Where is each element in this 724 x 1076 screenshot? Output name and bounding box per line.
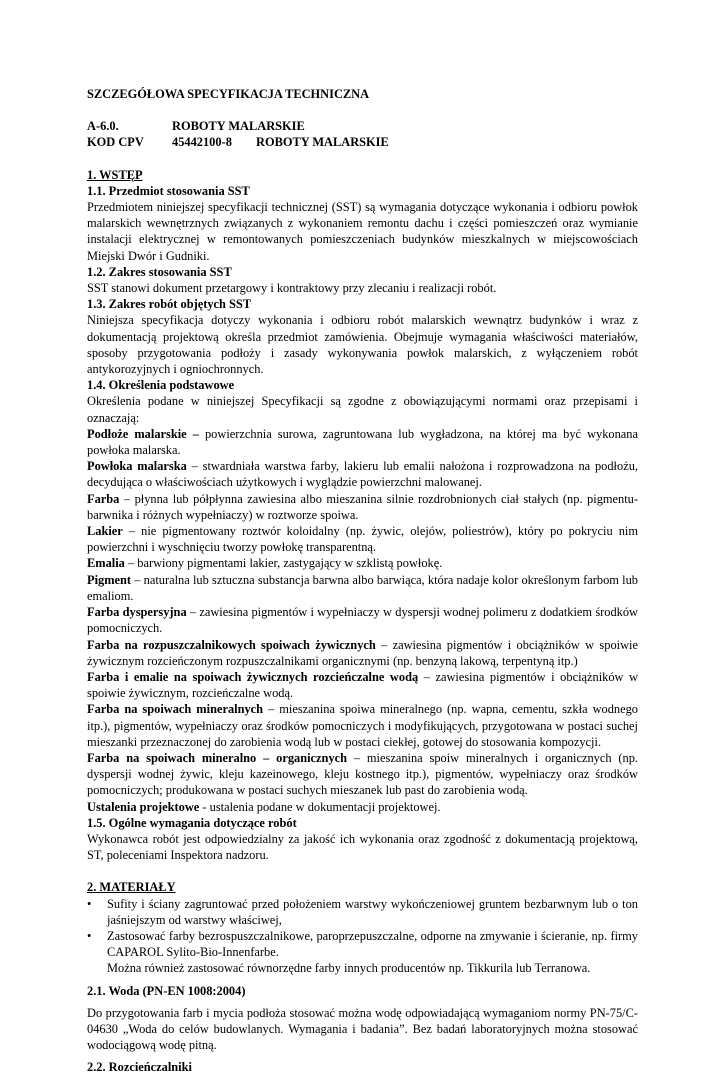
definition-text: – zawiesina pigmentów i obciążników w spoiwie żywicznym rozcieńczonym rozpuszczalnikami organicznymi (np. benzyną lakową, terpentyną itp.) [87,637,638,668]
list-item-text: Sufity i ściany zagruntować przed położeniem warstwy wykończeniowej gruntem bezbarwnym lub o ton jaśniejszym od warstwy właściwej, [107,896,638,927]
subsection-2-1-text: Do przygotowania farb i mycia podłoża stosować można wodę odpowiadającą wymaganiom normy PN-75/C-04630 „Woda do celów budowlanych. Wymagania i badania”. Bez badań laboratoryjnych można stosować wodociągową wodę pitną. [87,1005,638,1053]
definition-item [87,637,638,669]
definition-item [87,491,638,523]
spec-code-row [87,118,638,134]
cpv-title: ROBOTY MALARSKIE [256,135,389,150]
subsection-1-3-heading: 1.3. Zakres robót objętych SST [87,297,252,312]
spec-code: A-6.0. [87,119,119,134]
definition-item [87,604,638,636]
definition-item [87,572,638,604]
subsection-1-2-heading: 1.2. Zakres stosowania SST [87,264,232,279]
subsection-1-1-text: Przedmiotem niniejszej specyfikacji technicznej (SST) są wymagania dotyczące wykonania i odbioru powłok malarskich wewnętrznych związanych z wykonaniem remontu dachu i części pomieszczeń oraz wymianie instalacji elektrycznej w remontowanych pomieszczeniach budynków mieszkalnych w miejscowościach Miejski Dwór i Gudniki. [87,200,638,263]
document-body [87,86,638,1076]
section-1-heading: 1. WSTĘP [87,167,143,182]
definition-text: – mieszanina spoiwa mineralnego (np. wapna, cementu, szkła wodnego itp.), pigmentów, wypełniaczy oraz środków pomocniczych i modyfikujących, przygotowana w postaci suchej mieszanki przeznaczonej do zarobienia wodą lub w postaci ciekłej, gotowej do stosowania kompozycji. [87,702,638,749]
definition-item [87,701,638,750]
definition-term: Farba dyspersyjna [87,605,187,620]
definition-item [87,523,638,555]
definition-item [87,750,638,799]
definition-item [87,669,638,701]
subsection-1-2-text: SST stanowi dokument przetargowy i kontraktowy przy zlecaniu i realizacji robót. [87,281,497,296]
definition-text: – zawiesina pigmentów i obciążników w spoiwie żywicznym, rozcieńczalne wodą. [87,669,638,701]
definition-text: - ustalenia podane w dokumentacji projektowej. [199,799,441,814]
definition-term: Ustalenia projektowe [87,799,200,814]
definition-term: Farba [87,491,120,506]
subsection-1-5-heading: 1.5. Ogólne wymagania dotyczące robót [87,815,297,830]
definition-text: – mieszanina spoiw mineralnych i organicznych (np. dyspersji wodnej żywic, kleju kazeinowego, kleju kostnego itp.), pigmentów, wypełniaczy oraz środków pomocniczych; produkowana w postaci suchych mieszanek lub past do zarobienia wodą. [87,750,638,798]
definition-term: Farba i emalie na spoiwach żywicznych rozcieńczalne wodą [87,669,419,684]
subsection-1-5-text: Wykonawca robót jest odpowiedzialny za jakość ich wykonania oraz zgodność z dokumentacją projektową, ST, poleceniami Inspektora nadzoru. [87,831,638,863]
bullet-icon: • [87,896,92,911]
bullet-icon: • [87,928,92,943]
document-title: SZCZEGÓŁOWA SPECYFIKACJA TECHNICZNA [87,87,370,101]
list-continuation: Można również zastosować równorzędne farby innych producentów np. Tikkurila lub Terranowa. [107,961,591,976]
subsection-1-1-heading: 1.1. Przedmiot stosowania SST [87,183,250,198]
definition-text: powierzchnia surowa, zagruntowana lub wygładzona, na której ma być wykonana powłoka malarska. [87,426,638,458]
definition-item [87,426,638,458]
definition-text: – nie pigmentowany roztwór koloidalny (np. żywic, olejów, poliestrów), który po pokryciu nim powierzchni i wyschnięciu tworzy powłokę transparentną. [87,524,638,555]
list-item [87,896,638,928]
subsection-1-3-text: Niniejsza specyfikacja dotyczy wykonania i odbioru robót malarskich wewnątrz budynków i wraz z dokumentacją projektową określa przedmiot zamówienia. Obejmuje wymagania właściwości materiałów, sposoby przygotowania podłoży i zasady wykonywania powłok malarskich, z wyłączeniem robót antykorozyjnych i ogniochronnych. [87,313,638,377]
definition-term: Emalia [87,556,125,571]
list-item [87,928,638,960]
spec-code-title: ROBOTY MALARSKIE [172,119,305,134]
definition-term: Farba na rozpuszczalnikowych spoiwach żywicznych [87,637,376,652]
subsection-2-1-heading: 2.1. Woda (PN-EN 1008:2004) [87,983,246,998]
definition-text: – zawiesina pigmentów i wypełniaczy w dyspersji wodnej polimeru z dodatkiem środków pomocniczych. [87,605,638,636]
section-2-heading: 2. MATERIAŁY [87,880,176,895]
definition-term: Lakier [87,524,123,539]
definition-item [87,458,638,490]
subsection-1-4-heading: 1.4. Określenia podstawowe [87,378,235,393]
definition-term: Pigment [87,572,132,587]
cpv-code-row [87,134,638,150]
definition-term: Farba na spoiwach mineralnych [87,702,264,717]
definition-text: – naturalna lub sztuczna substancja barwna albo barwiąca, która nadaje kolor określonym farbom lub emaliom. [87,572,638,603]
definition-text: – płynna lub półpłynna zawiesina albo mieszanina silnie rozdrobnionych ciał stałych (np. pigmentu-barwnika i różnych wypełniaczy) w roztworze spoiwa. [87,491,638,522]
definition-item [87,555,638,571]
subsection-1-4-text: Określenia podane w niniejszej Specyfikacji są zgodne z obowiązującymi normami oraz przepisami i oznaczają: [87,394,638,425]
subsection-2-2-heading: 2.2. Rozcieńczalniki [87,1060,192,1075]
definition-term: Powłoka malarska [87,459,187,474]
definition-term: Farba na spoiwach mineralno – organicznych [87,750,348,765]
materials-list [87,896,638,961]
list-item-text: Zastosować farby bezrospuszczalnikowe, paroprzepuszczalne, odporne na zmywanie i ścieranie, np. firmy CAPAROL Sylito-Bio-Innenfarbe. [107,928,638,960]
definition-text: – barwiony pigmentami lakier, zastygający w szklistą powłokę. [124,556,443,571]
definition-text: – stwardniała warstwa farby, lakieru lub emalii nałożona i rozprowadzona na podłożu, decydująca o właściwościach użytkowych i wyglądzie powierzchni malowanej. [87,459,638,490]
cpv-label: KOD CPV [87,135,144,150]
definition-item [87,799,638,815]
definition-term: Podłoże malarskie – [87,426,199,441]
cpv-code: 45442100-8 [172,135,232,150]
